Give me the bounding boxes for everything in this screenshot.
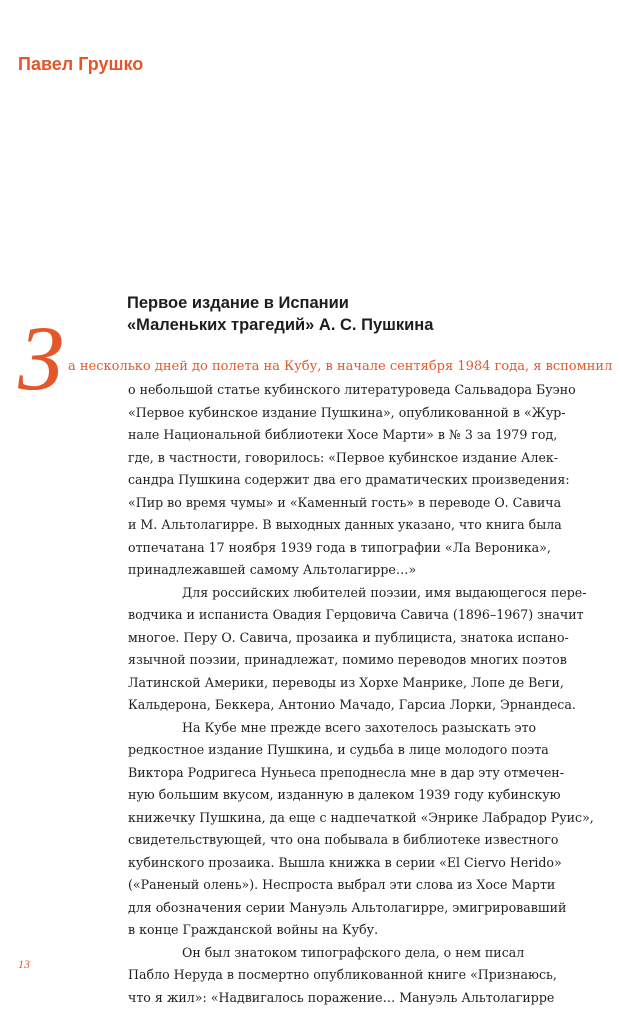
text-line: Латинской Америки, переводы из Хорхе Манрике, Лопе де Веги,: [128, 672, 568, 695]
text-line: («Раненый олень»). Неспроста выбрал эти слова из Хосе Марти: [128, 874, 568, 897]
text-line: свидетельствующей, что она побывала в библиотеке известного: [128, 829, 568, 852]
text-line: «Пир во время чумы» и «Каменный гость» в переводе О. Савича: [128, 492, 568, 515]
article-title-line-2: «Маленьких трагедий» А. С. Пушкина: [127, 314, 567, 336]
text-line: где, в частности, говорилось: «Первое кубинское издание Алек-: [128, 447, 568, 470]
text-line: кубинского прозаика. Вышла книжка в серии «El Ciervo Herido»: [128, 852, 568, 875]
text-line: принадлежавшей самому Альтолагирре…»: [128, 559, 568, 582]
text-line: для обозначения серии Мануэль Альтолагирре, эмигрировавший: [128, 897, 568, 920]
author-name: Павел Грушко: [18, 54, 143, 75]
article-body: [128, 379, 568, 1009]
text-line: о небольшой статье кубинского литературоведа Сальвадора Буэно: [128, 379, 568, 402]
text-line: многое. Перу О. Савича, прозаика и публициста, знатока испано-: [128, 627, 568, 650]
text-line: Виктора Родригеса Нуньеса преподнесла мне в дар эту отмечен-: [128, 762, 568, 785]
text-line: Пабло Неруда в посмертно опубликованной книге «Признаюсь,: [128, 964, 568, 987]
text-line: водчика и испаниста Овадия Герцовича Савича (1896–1967) значит: [128, 604, 568, 627]
text-line: Кальдерона, Беккера, Антонио Мачадо, Гарсиа Лорки, Эрнандеса.: [128, 694, 568, 717]
text-line: книжечку Пушкина, да еще с надпечаткой «Энрике Лабрадор Руис»,: [128, 807, 568, 830]
paragraph-start-line: Он был знатоком типографского дела, о нем писал: [128, 942, 568, 965]
text-line: и М. Альтолагирре. В выходных данных указано, что книга была: [128, 514, 568, 537]
article-title: [127, 292, 567, 336]
text-line: отпечатана 17 ноября 1939 года в типографии «Ла Вероника»,: [128, 537, 568, 560]
text-line: нале Национальной библиотеки Хосе Марти» в № 3 за 1979 год,: [128, 424, 568, 447]
text-line: в конце Гражданской войны на Кубу.: [128, 919, 568, 942]
text-line: что я жил»: «Надвигалось поражение… Мануэль Альтолагирре: [128, 987, 568, 1009]
text-line: редкостное издание Пушкина, и судьба в лице молодого поэта: [128, 739, 568, 762]
article-title-line-1: Первое издание в Испании: [127, 292, 567, 314]
text-line: сандра Пушкина содержит два его драматических произведения:: [128, 469, 568, 492]
drop-cap: З: [18, 312, 64, 404]
paragraph-start-line: Для российских любителей поэзии, имя выдающегося пере-: [128, 582, 568, 605]
paragraph-start-line: На Кубе мне прежде всего захотелось разыскать это: [128, 717, 568, 740]
text-line: ную большим вкусом, изданную в далеком 1939 году кубинскую: [128, 784, 568, 807]
text-line: язычной поэзии, принадлежат, помимо переводов многих поэтов: [128, 649, 568, 672]
page-number: 13: [18, 957, 30, 972]
text-line: «Первое кубинское издание Пушкина», опубликованной в «Жур-: [128, 402, 568, 425]
lead-line: а несколько дней до полета на Кубу, в начале сентября 1984 года, я вспомнил: [68, 358, 568, 375]
